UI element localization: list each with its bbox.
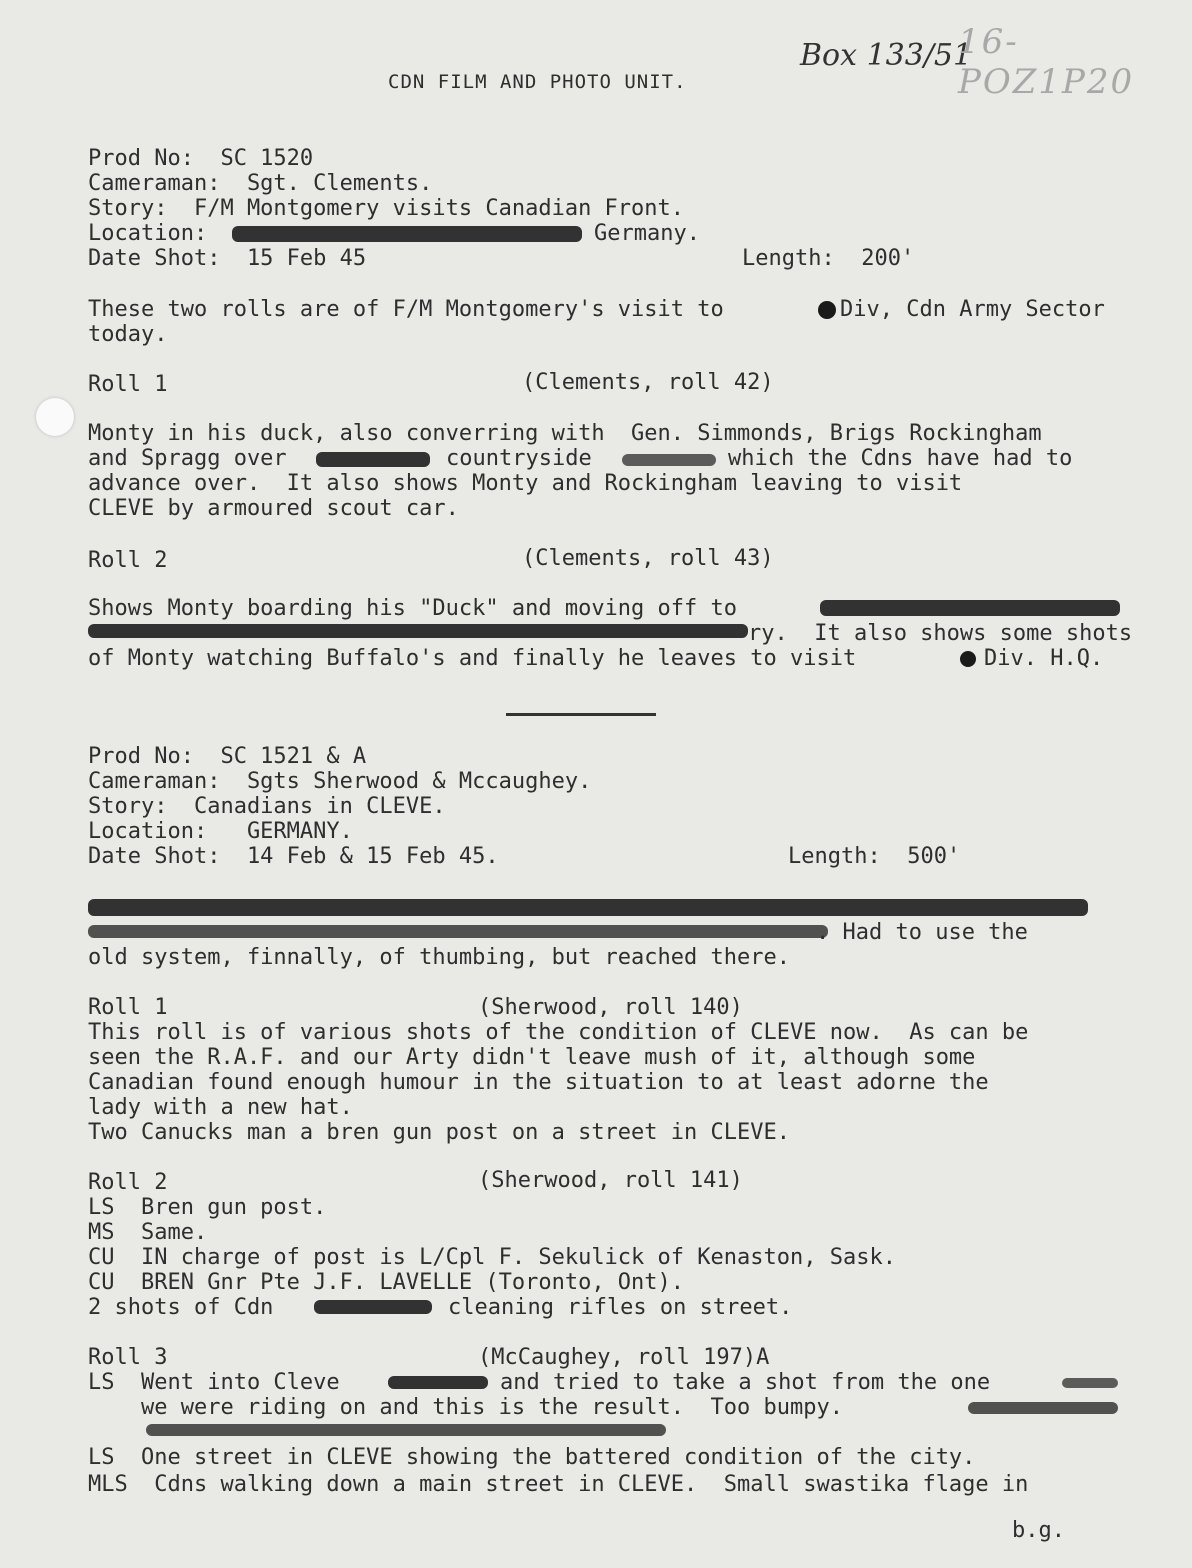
shot-list-line: MLS Cdns walking down a main street in CLEVE. Small swastika flage in: [88, 1472, 1029, 1497]
redaction-mark: [88, 925, 828, 938]
intro-1-line-1: These two rolls are of F/M Montgomery's visit to: [88, 297, 724, 322]
date-shot-2: Date Shot: 14 Feb & 15 Feb 45.: [88, 844, 499, 869]
story-2: Story: Canadians in CLEVE.: [88, 794, 446, 819]
roll-label: Roll 2: [88, 1170, 168, 1195]
document-title: CDN FILM AND PHOTO UNIT.: [388, 71, 687, 93]
shot-list-line: MS Same.: [88, 1220, 208, 1245]
cameraman-1: Cameraman: Sgt. Clements.: [88, 171, 433, 196]
shot-list-line: 2 shots of Cdn: [88, 1295, 274, 1320]
roll-text-line: which the Cdns have had to: [728, 446, 1073, 471]
intro-1-line-1b: Div, Cdn Army Sector: [840, 297, 1105, 322]
shot-list-line: CU IN charge of post is L/Cpl F. Sekulick of Kenaston, Sask.: [88, 1245, 896, 1270]
handwritten-box-number: Box 133/51: [800, 38, 973, 73]
strikeout-mark: [622, 454, 716, 466]
date-shot-1: Date Shot: 15 Feb 45: [88, 246, 367, 271]
story-1: Story: F/M Montgomery visits Canadian Front.: [88, 196, 685, 221]
redaction-mark: [316, 452, 430, 467]
punch-hole: [36, 398, 74, 436]
strikeout-mark: [1062, 1378, 1118, 1388]
roll-text-line: Div. H.Q.: [984, 646, 1104, 671]
location-2: Location: GERMANY.: [88, 819, 353, 844]
shot-list-line: CU BREN Gnr Pte J.F. LAVELLE (Toronto, Ont).: [88, 1270, 685, 1295]
roll-reference: (Clements, roll 42): [522, 370, 774, 395]
roll-label: Roll 3: [88, 1345, 168, 1370]
shot-list-line: LS One street in CLEVE showing the battered condition of the city.: [88, 1445, 976, 1470]
redaction-mark: [388, 1376, 488, 1389]
location-label-1: Location:: [88, 221, 208, 246]
shot-list-line: LS Bren gun post.: [88, 1195, 327, 1220]
archive-stamp-number: 16-POZ1P20: [958, 22, 1135, 102]
roll-text-line: Monty in his duck, also converring with Gen. Simmonds, Brigs Rockingham: [88, 421, 1042, 446]
roll-text-line: lady with a new hat.: [88, 1095, 353, 1120]
shot-list-line: LS Went into Cleve: [88, 1370, 340, 1395]
redaction-mark: [820, 600, 1120, 616]
roll-reference: (McCaughey, roll 197)A: [478, 1345, 770, 1370]
roll-reference: (Sherwood, roll 140): [478, 995, 743, 1020]
shot-list-line: b.g.: [1012, 1518, 1065, 1543]
intro-2-line-2: . Had to use the: [816, 920, 1028, 945]
cameraman-2: Cameraman: Sgts Sherwood & Mccaughey.: [88, 769, 592, 794]
roll-text-line: Two Canucks man a bren gun post on a street in CLEVE.: [88, 1120, 790, 1145]
redaction-mark: [314, 1300, 432, 1314]
roll-text-line: of Monty watching Buffalo's and finally he leaves to visit: [88, 646, 857, 671]
redaction-mark: [232, 226, 582, 242]
shot-list-line: cleaning rifles on street.: [448, 1295, 793, 1320]
intro-1-line-2: today.: [88, 322, 168, 347]
redaction-mark: [88, 899, 1088, 916]
length-1: Length: 200': [742, 246, 915, 271]
roll-reference: (Sherwood, roll 141): [478, 1168, 743, 1193]
roll-text-line: Canadian found enough humour in the situation to at least adorne the: [88, 1070, 989, 1095]
roll-reference: (Clements, roll 43): [522, 546, 774, 571]
roll-text-line: and Spragg over: [88, 446, 287, 471]
roll-text-line: countryside: [446, 446, 592, 471]
location-value-1: Germany.: [594, 221, 700, 246]
roll-text-line: advance over. It also shows Monty and Rockingham leaving to visit: [88, 471, 963, 496]
prod-no-2: Prod No: SC 1521 & A: [88, 744, 367, 769]
intro-2-line-3: old system, finnally, of thumbing, but reached there.: [88, 945, 790, 970]
roll-label: Roll 1: [88, 995, 168, 1020]
roll-label: Roll 1: [88, 372, 168, 397]
roll-text-line: This roll is of various shots of the condition of CLEVE now. As can be: [88, 1020, 1029, 1045]
roll-text-line: CLEVE by armoured scout car.: [88, 496, 459, 521]
redaction-mark: [88, 624, 748, 638]
roll-text-line: ry. It also shows some shots: [748, 621, 1133, 646]
roll-label: Roll 2: [88, 548, 168, 573]
redaction-mark: [968, 1402, 1118, 1414]
prod-no-1: Prod No: SC 1520: [88, 146, 314, 171]
section-divider: [506, 713, 656, 716]
roll-text-line: Shows Monty boarding his "Duck" and moving off to: [88, 596, 738, 621]
redaction-mark: [146, 1424, 666, 1436]
redaction-dot: [960, 651, 976, 667]
redaction-dot: [818, 301, 836, 319]
roll-text-line: seen the R.A.F. and our Arty didn't leave mush of it, although some: [88, 1045, 976, 1070]
shot-list-line: and tried to take a shot from the one: [500, 1370, 991, 1395]
shot-list-line: we were riding on and this is the result. Too bumpy.: [88, 1395, 843, 1420]
length-2: Length: 500': [788, 844, 961, 869]
